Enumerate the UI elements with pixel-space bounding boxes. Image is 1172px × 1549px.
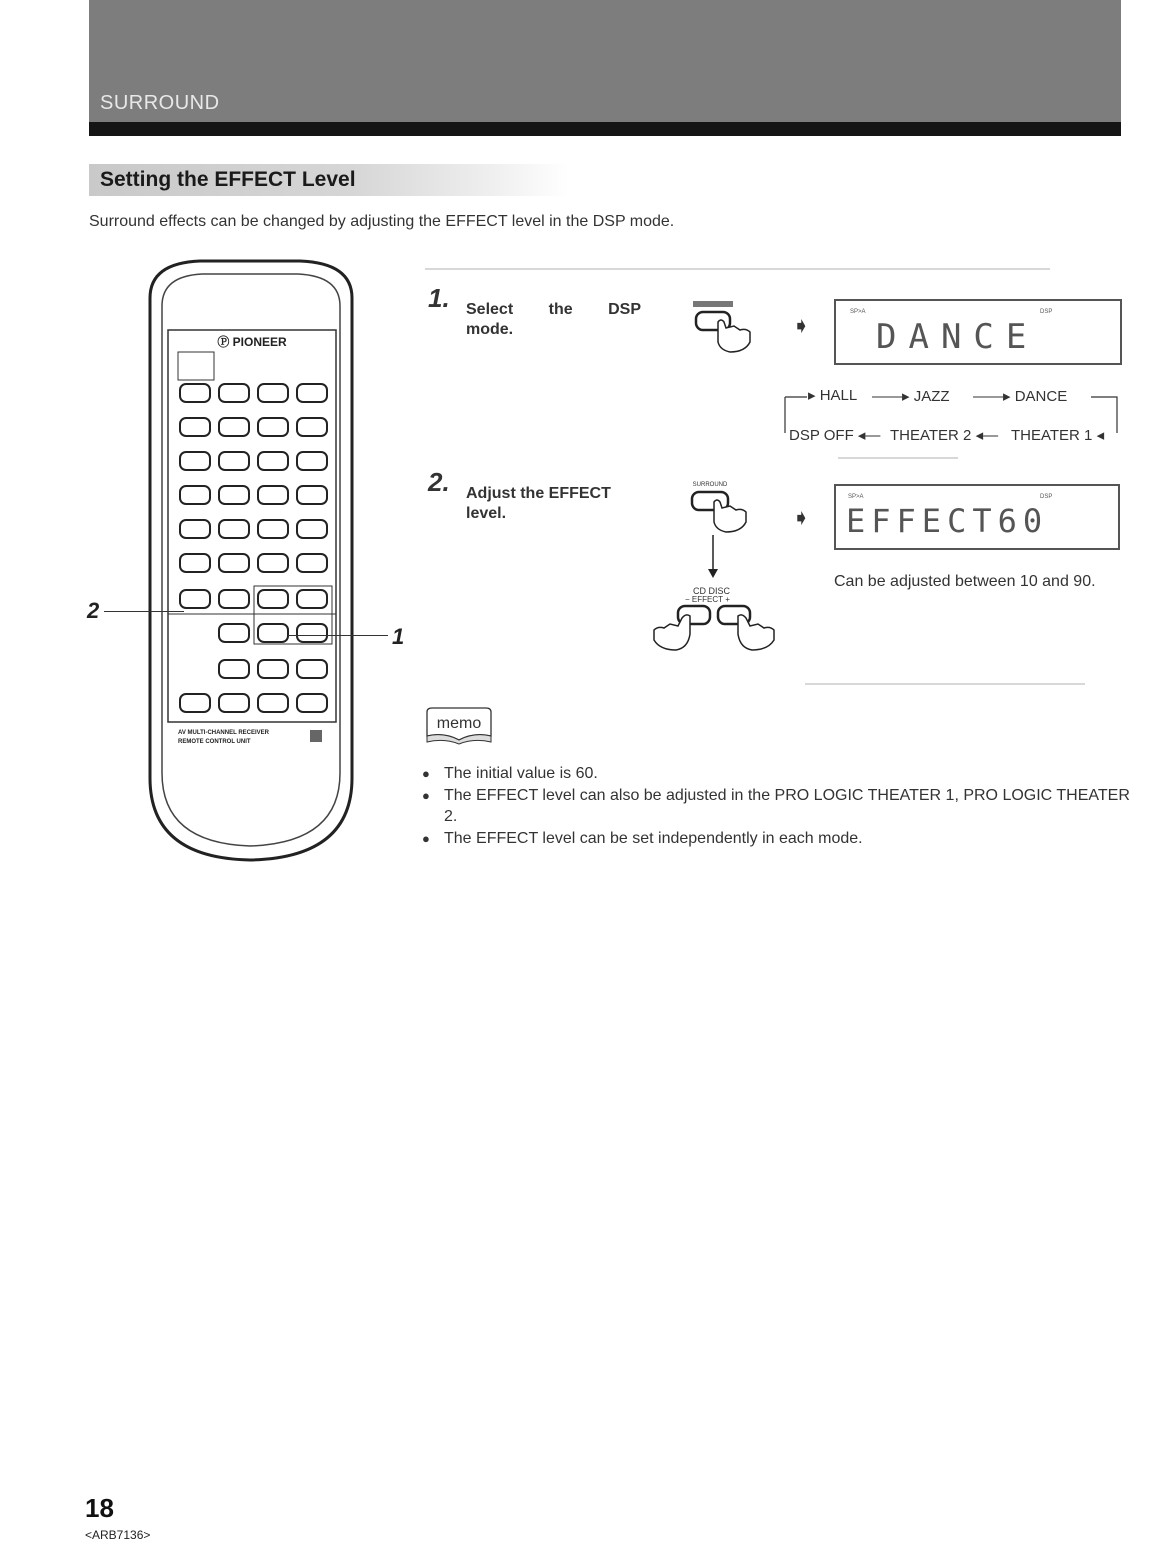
display-2-indicator-left: SP>A [848,494,864,500]
down-arrow-icon [705,535,721,579]
callout-2-line [104,611,184,612]
effect-buttons-hands-icon [648,604,778,656]
step-2-arrow-icon: ➧ [792,505,811,530]
callout-2: 2 [87,598,100,623]
intro-text: Surround effects can be changed by adjusting the EFFECT level in the DSP mode. [89,213,675,230]
memo-item: ● The initial value is 60. [422,763,1142,785]
step-2 [428,467,641,524]
document-code: <ARB7136> [85,1528,151,1542]
mode-dance: ——▸ DANCE [973,388,1068,405]
mode-jazz: ——▸ JAZZ [872,388,950,405]
mode-theater-1: THEATER 1 ◂ [1011,427,1105,444]
memo-label: memo [436,715,482,732]
memo-item: ● The EFFECT level can be set independently in each mode. [422,828,1142,850]
surround-button-hand-icon [690,298,760,358]
step-1-number: 1. [428,283,450,313]
display-2-text: EFFECT60 [846,502,1049,540]
adjust-range-note: Can be adjusted between 10 and 90. [834,573,1096,590]
remote-brand: Ⓟ PIONEER [217,335,287,349]
header-rule [89,122,1121,136]
step-1-arrow-icon: ➧ [792,313,811,338]
step-2-line1: Adjust the EFFECT [466,485,611,502]
callout-1: 1 [392,624,405,649]
step-1-line1: Select the DSP [466,301,641,318]
page-title: Setting the EFFECT Level [100,168,356,191]
memo-icon [424,706,494,746]
cd-disc-label: CD DISC [693,586,731,596]
display-2-indicator-right: DSP [1040,494,1053,500]
memo-item: ● The EFFECT level can also be adjusted in the PRO LOGIC THEATER 1, PRO LOGIC THEATER 2. [422,785,1142,828]
effect-label: − EFFECT + [685,595,730,604]
remote-control-illustration [140,258,360,868]
dance-display [834,299,1122,365]
callout-1-line [288,635,388,636]
remote-footer-line1: AV MULTI-CHANNEL RECEIVER [178,730,270,736]
lower-separator [805,683,1085,685]
page-number: 18 [85,1493,114,1523]
remote-footer-line2: REMOTE CONTROL UNIT [178,739,251,745]
cycle-return-lines [779,393,1124,443]
mode-dsp-off: DSP OFF ◂— [789,427,881,444]
surround-button-press-icon [682,478,762,538]
step-2-number: 2. [428,467,450,497]
step-2-line2: level. [466,505,507,522]
step-1 [428,283,641,340]
step-1-line2: mode. [466,321,514,338]
mode-hall: ▸ HALL [808,387,858,404]
display-1-indicator-right: DSP [1040,309,1053,315]
mid-separator [838,457,958,459]
header-banner [89,0,1121,122]
mode-theater-2: THEATER 2 ◂— [890,427,999,444]
surround-button-label: SURROUND [692,482,728,488]
display-1-indicator-left: SP>A [850,309,866,315]
section-label: SURROUND [100,92,220,114]
display-1-text: DANCE [876,317,1039,357]
effect-display [834,484,1120,550]
top-separator [425,268,1050,270]
memo-list [422,763,1142,849]
